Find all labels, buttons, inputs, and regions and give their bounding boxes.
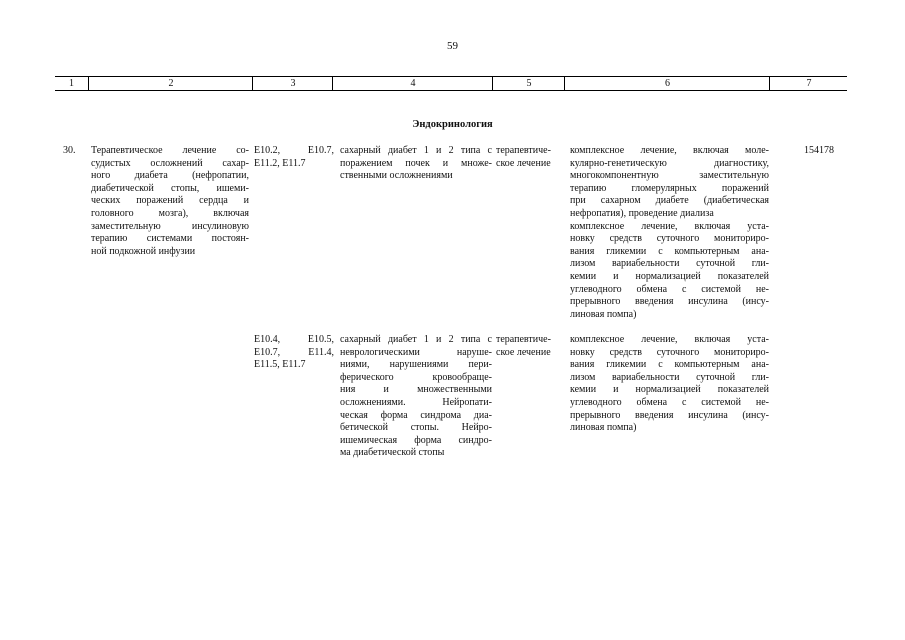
header-col-1: 1 bbox=[69, 78, 74, 89]
treatment-method-2 bbox=[570, 334, 769, 435]
treatment-name-line: заместительную инсулиновую bbox=[91, 220, 249, 232]
patient-model-line: ниями, нарушениями пери- bbox=[340, 359, 492, 371]
patient-model-line: сахарный диабет 1 и 2 типа с bbox=[340, 334, 492, 345]
icd-code: E10.7, bbox=[307, 145, 334, 156]
treatment-method-line: углеводного обмена с системой не- bbox=[570, 396, 769, 408]
treatment-type-line: ское лечение bbox=[496, 157, 551, 169]
treatment-name-line: Терапевтическое лечение со- bbox=[91, 145, 249, 156]
treatment-method-line: комплексное лечение, включая моле- bbox=[570, 145, 769, 156]
treatment-method-line: лизом вариабельности суточной гли- bbox=[570, 371, 769, 383]
treatment-method-line: линовая помпа) bbox=[570, 308, 637, 320]
treatment-name-line: судистых осложнений сахар- bbox=[91, 157, 249, 169]
header-col-3: 3 bbox=[252, 77, 333, 90]
patient-model-line: неврологическими наруше- bbox=[340, 346, 492, 358]
treatment-method-line: кемии и нормализацией показателей bbox=[570, 384, 769, 396]
icd-codes-1 bbox=[254, 145, 334, 170]
treatment-method-line: вания гликемии с компьютерным ана- bbox=[570, 245, 769, 257]
patient-model-1 bbox=[340, 145, 492, 183]
icd-code: E10.5, bbox=[307, 334, 334, 345]
treatment-method-line: нефропатия), проведение диализа bbox=[570, 207, 714, 219]
icd-code: E10.4, bbox=[254, 334, 281, 345]
patient-model-line: поражением почек и множе- bbox=[340, 157, 492, 169]
patient-model-line: осложнениями. Нейропати- bbox=[340, 396, 492, 408]
treatment-name-line: ной подкожной инфузии bbox=[91, 245, 196, 257]
icd-code: E11.4, bbox=[308, 346, 334, 358]
header-col-7: 7 bbox=[769, 77, 848, 90]
treatment-type-line: терапевтиче- bbox=[496, 334, 551, 345]
patient-model-line: ственными осложнениями bbox=[340, 170, 453, 182]
icd-code: E11.5, E11.7 bbox=[254, 359, 306, 371]
treatment-method-line: прерывного введения инсулина (инсу- bbox=[570, 409, 769, 421]
treatment-type-line: ское лечение bbox=[496, 346, 551, 358]
patient-model-2 bbox=[340, 334, 492, 460]
treatment-method-line: линовая помпа) bbox=[570, 422, 637, 434]
section-title: Эндокринология bbox=[412, 119, 493, 130]
patient-model-line: ишемическая форма синдро- bbox=[340, 434, 492, 446]
treatment-name-line: диабетической стопы, ишеми- bbox=[91, 182, 249, 194]
header-col-6: 6 bbox=[564, 77, 770, 90]
patient-model-line: сахарный диабет 1 и 2 типа с bbox=[340, 145, 492, 156]
icd-code: E10.7, bbox=[254, 346, 281, 358]
treatment-method-line: вания гликемии с компьютерным ана- bbox=[570, 359, 769, 371]
treatment-method-line: многокомпонентную заместительную bbox=[570, 170, 769, 182]
treatment-method-line: комплексное лечение, включая уста- bbox=[570, 334, 769, 345]
page-number: 59 bbox=[447, 40, 458, 52]
treatment-method-line: новку средств суточного мониториро- bbox=[570, 346, 769, 358]
table-header-row bbox=[55, 76, 847, 91]
treatment-name-line: ческих поражений сердца и bbox=[91, 195, 249, 207]
treatment-method-line: углеводного обмена с системой не- bbox=[570, 283, 769, 295]
header-col-2: 2 bbox=[88, 77, 253, 90]
treatment-method-line: комплексное лечение, включая уста- bbox=[570, 220, 769, 232]
treatment-name bbox=[91, 145, 249, 258]
treatment-method-line: новку средств суточного мониториро- bbox=[570, 233, 769, 245]
treatment-method-line: кулярно-генетическую диагностику, bbox=[570, 157, 769, 169]
treatment-name-line: ного диабета (нефропатии, bbox=[91, 170, 249, 182]
patient-model-line: ферического кровообраще- bbox=[340, 371, 492, 383]
icd-code: E11.2, E11.7 bbox=[254, 157, 306, 169]
treatment-method-line: терапию гломерулярных поражений bbox=[570, 182, 769, 194]
icd-code: E10.2, bbox=[254, 145, 281, 156]
treatment-method-line: прерывного введения инсулина (инсу- bbox=[570, 296, 769, 308]
icd-codes-2 bbox=[254, 334, 334, 372]
patient-model-line: бетической стопы. Нейро- bbox=[340, 422, 492, 434]
treatment-type-line: терапевтиче- bbox=[496, 145, 551, 156]
treatment-method-line: при сахарном диабете (диабетическая bbox=[570, 195, 769, 207]
treatment-name-line: головного мозга), включая bbox=[91, 207, 249, 219]
treatment-name-line: терапию системами постоян- bbox=[91, 233, 249, 245]
header-col-5: 5 bbox=[492, 77, 565, 90]
patient-model-line: ния и множественными bbox=[340, 384, 492, 396]
patient-model-line: ческая форма синдрома диа- bbox=[340, 409, 492, 421]
treatment-method-1 bbox=[570, 145, 769, 321]
row-number: 30. bbox=[63, 145, 76, 156]
treatment-type-2 bbox=[496, 334, 568, 359]
financial-norm: 154178 bbox=[804, 145, 834, 156]
treatment-type-1 bbox=[496, 145, 568, 170]
treatment-method-line: лизом вариабельности суточной гли- bbox=[570, 258, 769, 270]
header-col-4: 4 bbox=[332, 77, 493, 90]
treatment-method-line: кемии и нормализацией показателей bbox=[570, 270, 769, 282]
patient-model-line: ма диабетической стопы bbox=[340, 447, 445, 459]
